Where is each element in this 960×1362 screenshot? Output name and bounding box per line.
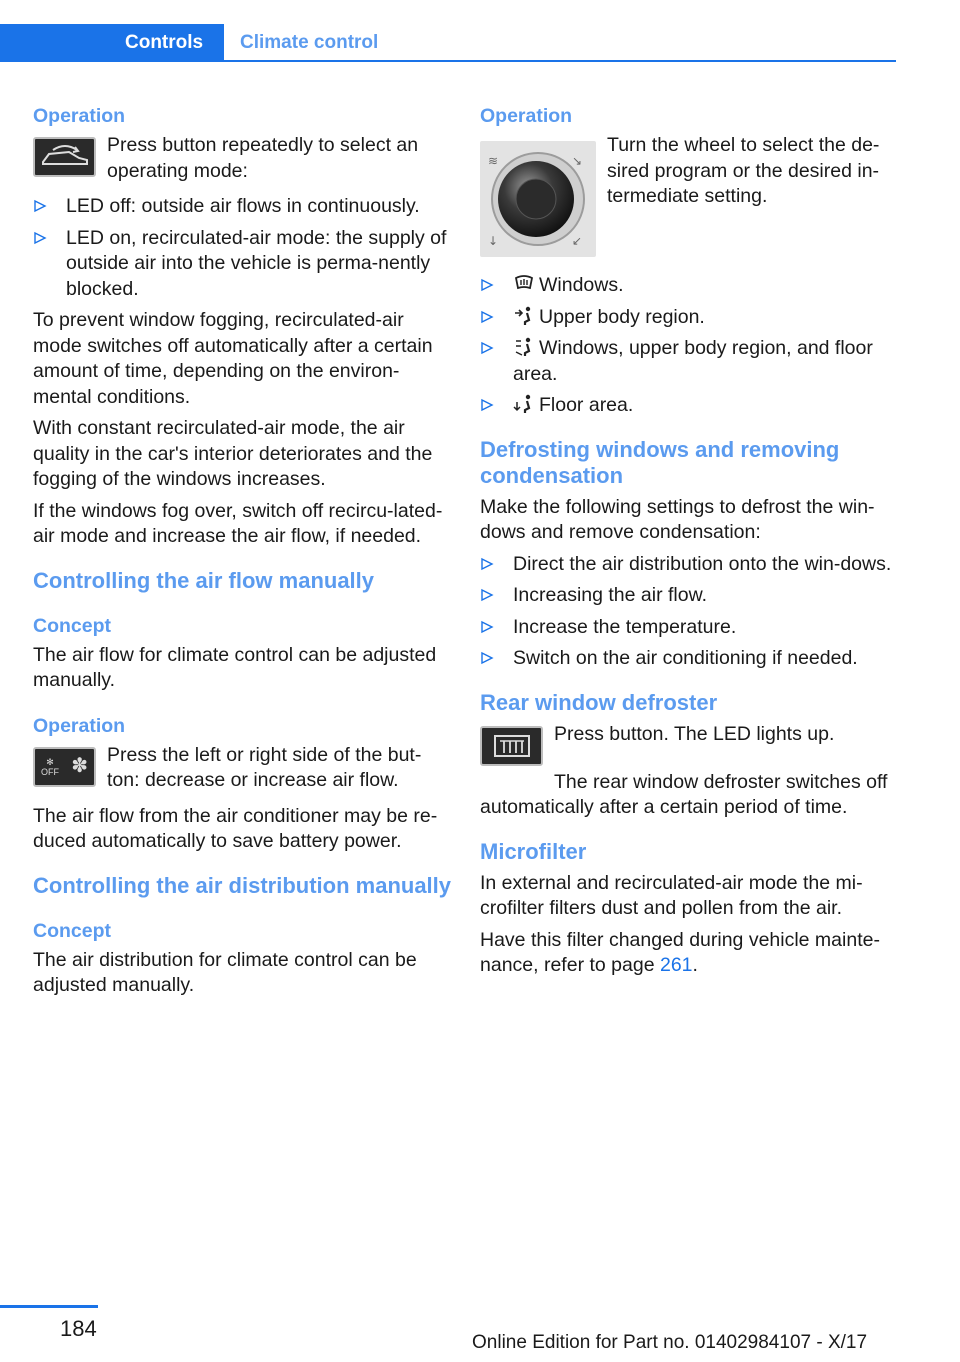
page-link[interactable]: 261: [659, 954, 693, 976]
section-heading-defrost: Defrosting windows and removing condensation: [480, 436, 840, 488]
section-heading-distribution: Controlling the air distribution manually: [33, 872, 452, 898]
right-column: [480, 104, 894, 985]
edition-footer: Online Edition for Part no. 01402984107 - X/17: [472, 1332, 868, 1353]
triangle-right-icon: [480, 651, 494, 665]
recirc-operation-text: Press button repeatedly to select an operating mode:: [107, 134, 419, 182]
tab-controls[interactable]: Controls: [0, 24, 224, 62]
distribution-list: [480, 273, 894, 419]
list-item: LED on, recirculated-air mode: the supply of outside air into the vehicle is perma-nently blocked.: [33, 226, 451, 303]
triangle-right-icon: [480, 310, 494, 324]
tab-climate-control[interactable]: Climate control: [240, 32, 379, 53]
section-heading-operation: Operation: [480, 105, 573, 127]
paragraph: With constant recirculated-air mode, the air quality in the car's interior deteriorates and the fogging of the windows increases.: [33, 417, 433, 490]
section-heading-airflow: Controlling the air flow manually: [33, 567, 375, 593]
list-item: Windows, upper body region, and floor area.: [480, 336, 894, 387]
fan-operation-text: Press the left or right side of the but-ton: decrease or increase air flow.: [107, 743, 422, 791]
triangle-right-icon: [480, 557, 494, 571]
list-item: Increasing the air flow.: [480, 583, 894, 609]
svg-text:↙: ↙: [572, 234, 583, 248]
triangle-right-icon: [480, 278, 494, 292]
header-tabs: [0, 0, 960, 62]
page-number: 184: [60, 1316, 97, 1341]
triangle-right-icon: [480, 398, 494, 412]
air-distribution-dial-icon: [480, 141, 596, 257]
paragraph: The air flow from the air conditioner may be re-duced automatically to save battery power.: [33, 804, 438, 852]
svg-text:≋: ≋: [488, 154, 499, 168]
rear-defroster-operation: [480, 722, 894, 772]
upper-body-icon: [513, 306, 535, 326]
list-item: LED off: outside air flows in continuously.: [33, 194, 451, 220]
paragraph: The air flow for climate control can be adjusted manually.: [33, 643, 437, 691]
list-item: Windows.: [480, 273, 894, 299]
list-item: Floor area.: [480, 393, 894, 419]
paragraph: To prevent window fogging, recirculated-air mode switches off automatically after a certain amount of time, depending on the environ-mental conditions.: [33, 309, 433, 408]
section-heading-operation: Operation: [33, 714, 126, 737]
section-heading-microfilter: Microfilter: [480, 838, 587, 864]
section-heading-concept: Concept: [33, 919, 111, 942]
fan-operation: [33, 743, 451, 794]
windows-body-floor-icon: [513, 337, 535, 357]
svg-text:↘: ↘: [572, 154, 583, 168]
defrost-list: [480, 552, 894, 672]
recirc-mode-list: [33, 194, 451, 302]
section-heading-operation: Operation: [33, 105, 126, 127]
triangle-right-icon: [480, 341, 494, 355]
triangle-right-icon: [33, 231, 47, 245]
header-divider: [224, 60, 896, 62]
dial-operation-text: Turn the wheel to select the de-sired program or the desired in-termediate setting.: [607, 134, 880, 207]
triangle-right-icon: [480, 588, 494, 602]
recirculation-button-icon: [33, 137, 96, 177]
section-heading-concept: Concept: [33, 614, 111, 637]
recirc-operation: [33, 133, 451, 184]
list-item: Switch on the air conditioning if needed.: [480, 646, 894, 672]
windows-icon: [513, 274, 535, 294]
left-column: [33, 104, 451, 1005]
paragraph: The rear window defroster switches off automatically after a certain period of time.: [480, 770, 888, 818]
list-item: Increase the temperature.: [480, 615, 894, 641]
paragraph: Make the following settings to defrost the win-dows and remove condensation:: [480, 495, 875, 543]
triangle-right-icon: [480, 620, 494, 634]
list-item: Direct the air distribution onto the win-dows.: [480, 552, 894, 578]
floor-area-icon: [513, 394, 535, 414]
list-item: Upper body region.: [480, 305, 894, 331]
section-heading-rear-defroster: Rear window defroster: [480, 689, 718, 715]
triangle-right-icon: [33, 199, 47, 213]
page-number-rule: [0, 1305, 98, 1308]
fan-button-icon: ✻ OFF ✽: [33, 747, 96, 787]
svg-text:↓: ↓: [488, 234, 499, 248]
paragraph: In external and recirculated-air mode the mi-crofilter filters dust and pollen from the air.: [480, 871, 863, 919]
paragraph: The air distribution for climate control can be adjusted manually.: [33, 948, 417, 996]
rear-defroster-button-icon: [480, 726, 543, 766]
paragraph: Have this filter changed during vehicle mainte-nance, refer to page 261.: [480, 928, 880, 976]
paragraph: If the windows fog over, switch off recircu-lated-air mode and increase the air flow, if needed.: [33, 499, 443, 547]
rear-defroster-text: Press button. The LED lights up.: [554, 722, 835, 745]
dial-operation: [480, 133, 894, 253]
